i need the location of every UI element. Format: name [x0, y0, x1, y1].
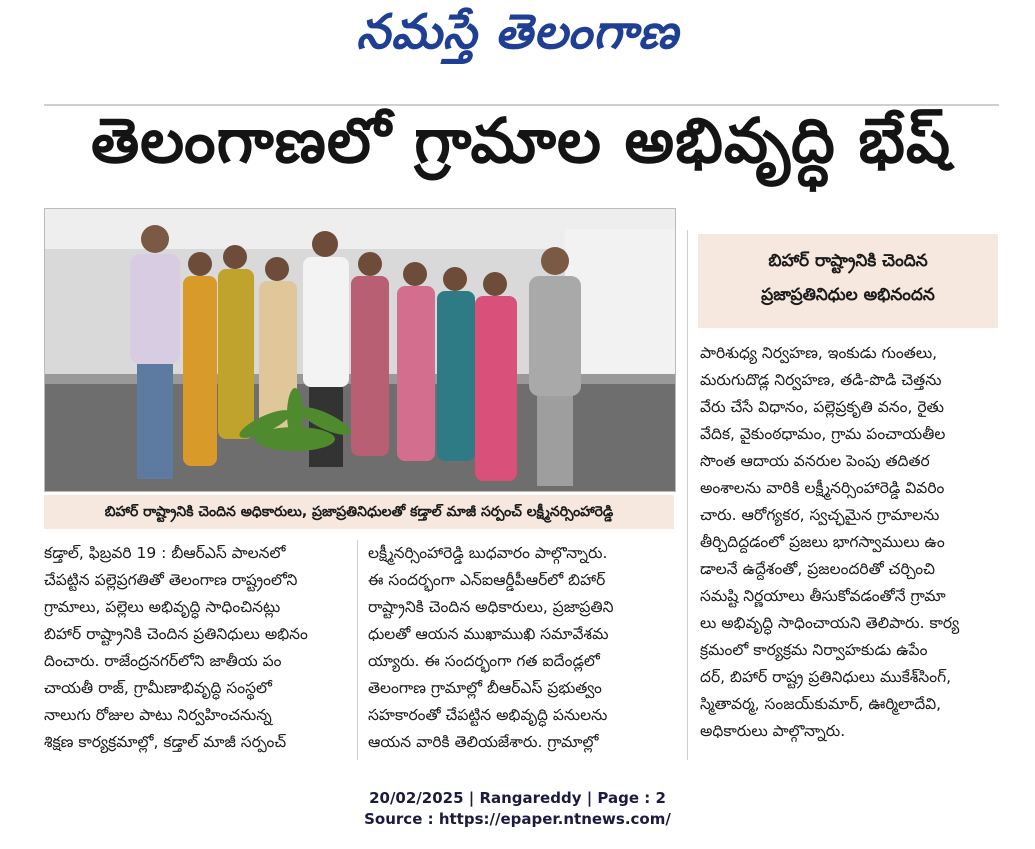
- article-line: గ్రామాలు, పల్లెలు అభివృద్ధి సాధించినట్లు: [44, 598, 281, 616]
- subheadline-line-1: బిహార్ రాష్ట్రానికి చెందిన: [768, 251, 928, 271]
- article-column-3: [700, 340, 1000, 745]
- article-line: య్యారు. ఈ సందర్భంగా గత ఐదేండ్లలో: [368, 652, 600, 670]
- article-line: వేరు చేసే విధానం, పల్లెప్రకృతి వనం, రైతు: [700, 398, 944, 416]
- column-divider: [357, 540, 358, 760]
- article-line: తీర్చిదిద్దడంలో ప్రజలు భాగస్వాములు ఉం: [700, 533, 945, 551]
- article-line: కడ్తాల్, ఫిబ్రవరి 19 : బీఆర్ఎస్ పాలనలో: [44, 544, 286, 562]
- article-line: దర్, బిహార్ రాష్ట్ర ప్రతినిధులు ముకేశ్‌సింగ్,: [700, 668, 952, 686]
- article-column-2: [368, 540, 673, 756]
- article-line: తెలంగాణ గ్రామాల్లో బీఆర్ఎస్ ప్రభుత్వం: [368, 679, 602, 697]
- article-line: నాలుగు రోజుల పాటు నిర్వహించనున్న: [44, 706, 272, 724]
- article-line: మరుగుదొడ్ల నిర్వహణ, తడి-పొడి చెత్తను: [700, 371, 942, 389]
- article-line: ధులతో ఆయన ముఖాముఖి సమావేశమ: [368, 625, 609, 643]
- subheadline-box: [698, 234, 998, 328]
- article-line: వేదిక, వైకుంఠధామం, గ్రామ పంచాయతీల: [700, 425, 946, 443]
- article-line: పారిశుధ్య నిర్వహణ, ఇంకుడు గుంతలు,: [700, 344, 938, 362]
- article-line: అంశాలను వారికి లక్ష్మీనర్సింహారెడ్డి వివరిం: [700, 479, 945, 497]
- footer-date-edition: 20/02/2025 | Rangareddy | Page : 2: [369, 789, 666, 807]
- footer-source: Source : https://epaper.ntnews.com/: [364, 810, 671, 828]
- article-line: ఆయన వారికి తెలియజేశారు. గ్రామాల్లో: [368, 733, 599, 751]
- article-line: శిక్షణ కార్యక్రమాల్లో, కడ్తాల్ మాజీ సర్పంచ్: [44, 733, 287, 751]
- article-line: దించారు. రాజేంద్రనగర్‌లోని జాతీయ పం: [44, 652, 282, 670]
- article-line: లక్ష్మీనర్సింహారెడ్డి బుధవారం పాల్గొన్నారు.: [368, 544, 608, 562]
- newspaper-masthead: నమస్తే తెలంగాణ: [356, 4, 679, 60]
- photo-caption: బిహార్ రాష్ట్రానికి చెందిన అధికారులు, ప్రజాప్రతినిధులతో కడ్తాల్ మాజీ సర్పంచ్ లక్ష్మీనర్సింహారెడ్డి: [44, 495, 674, 529]
- article-line: లు అభివృద్ధి సాధించాయని తెలిపారు. కార్య: [700, 614, 960, 632]
- article-line: రాష్ట్రానికి చెందిన అధికారులు, ప్రజాప్రతిని: [368, 598, 614, 616]
- article-line: అధికారులు పాల్గొన్నారు.: [700, 722, 846, 740]
- article-line: చారు. ఆరోగ్యకర, స్వచ్ఛమైన గ్రామాలను: [700, 506, 940, 524]
- article-line: చేపట్టిన పల్లెప్రగతితో తెలంగాణ రాష్ట్రంలోని: [44, 571, 298, 589]
- article-headline: తెలంగాణలో గ్రామాల అభివృద్ధి భేష్: [90, 104, 952, 177]
- article-line: ఈ సందర్భంగా ఎన్ఐఆర్డీపీఆర్‌లో బిహార్: [368, 571, 606, 589]
- article-column-1: [44, 540, 349, 756]
- article-line: క్రమంలో కార్యక్రమ నిర్వాహకుడు ఉపేం: [700, 641, 928, 659]
- article-line: బిహార్ రాష్ట్రానికి చెందిన ప్రతినిధులు అభినం: [44, 625, 308, 643]
- article-line: డాలనే ఉద్దేశంతో, ప్రజలందరితో చర్చించి: [700, 560, 935, 578]
- article-photo: [44, 208, 676, 492]
- article-line: సమష్టి నిర్ణయాలు తీసుకోవడంతోనే గ్రామా: [700, 587, 946, 605]
- column-divider: [687, 230, 688, 760]
- article-line: చాయతీ రాజ్, గ్రామీణాభివృద్ధి సంస్థలో: [44, 679, 272, 697]
- article-line: సహకారంతో చేపట్టిన అభివృద్ధి పనులను: [368, 706, 608, 724]
- article-line: సొంత ఆదాయ వనరుల పెంపు తదితర: [700, 452, 930, 470]
- subheadline-line-2: ప్రజాప్రతినిధుల అభినందన: [761, 285, 935, 305]
- article-line: స్మితావర్మ, సంజయ్‌కుమార్, ఊర్మిలాదేవి,: [700, 695, 942, 713]
